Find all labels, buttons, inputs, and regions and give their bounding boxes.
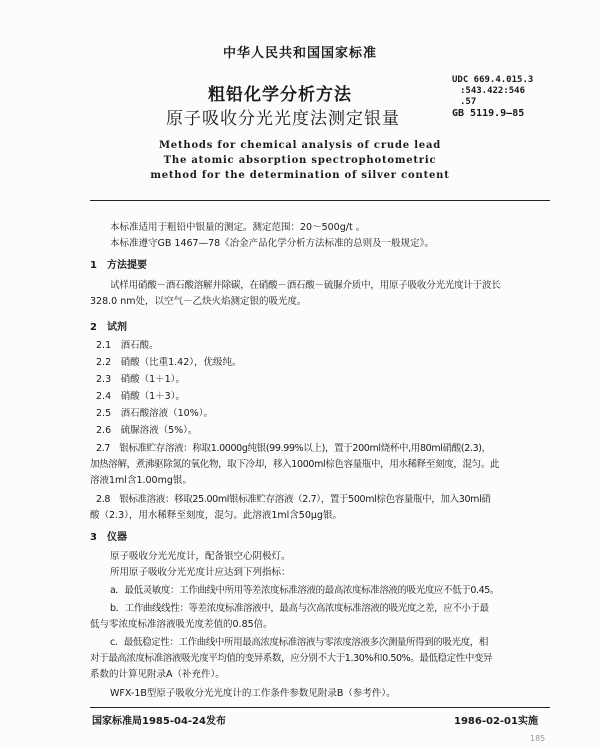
reagent-2-7-line-3: 溶液1ml含1.00mg银。 [90,475,192,486]
section-3-heading: 3 仪器 [90,532,127,543]
intro-scope: 本标准适用于粗铅中银量的测定。测定范围：20～500g/t 。 [110,222,366,233]
criterion-c-line-1: c．最低稳定性：工作曲线中所用最高浓度标准溶液与零浓度溶液多次测量所得到的吸光度，相 [110,637,488,648]
criterion-b-line-1: b．工作曲线线性：等差浓度标准溶液中，最高与次高浓度标准溶液的吸光度之差，应不小于最 [110,603,489,614]
section-1-text-line-1: 试样用硝酸－酒石酸溶解并除碳，在硝酸－酒石酸－硫脲介质中，用原子吸收分光光度计于波长 [110,280,501,291]
section-3-text-line-2: 所用原子吸收分光光度计应达到下列指标： [110,567,291,578]
reagent-2-5: 2.5 酒石酸溶液（10%）。 [96,408,213,419]
instrument-conditions-note: WFX-1B型原子吸收分光光度计的工作条件参数见附录B（参考件）。 [110,688,396,699]
reagent-2-7-line-1: 2.7 银标准贮存溶液：称取1.0000g纯银(99.99%以上)，置于200ml烧杯中,用80ml硝酸(2.3)， [96,443,491,454]
page-number: 185 [530,734,546,743]
reagent-2-8-line-1: 2.8 银标准溶液：移取25.00ml银标准贮存溶液（2.7），置于500ml棕色容量瓶中，加入30ml硝 [96,494,491,505]
section-2-heading: 2 试剂 [90,322,127,333]
reagent-2-4: 2.4 硝酸（1＋3）。 [96,391,185,402]
reagent-2-6: 2.6 硫脲溶液（5%）。 [96,425,198,436]
section-1-text-line-2: 328.0 nm处，以空气－乙炔火焰测定银的吸光度。 [90,296,307,307]
section-3-text-line-1: 原子吸收分光光度计，配备银空心阴极灯。 [110,551,291,562]
header-divider [90,200,550,201]
criterion-b-line-2: 低与零浓度标准溶液吸光度差值的0.85倍。 [90,619,273,630]
section-1-heading: 1 方法提要 [90,260,147,271]
criterion-c-line-3: 系数的计算见附录A（补充件）。 [90,669,225,680]
reagent-2-1: 2.1 酒石酸。 [96,340,159,351]
reagent-2-3: 2.3 硝酸（1＋1）。 [96,374,185,385]
udc-code-line-2: :543.422:546 [460,86,526,96]
english-title-line-3: method for the determination of silver content [150,170,450,181]
gb-code: GB 5119.9—85 [452,108,525,119]
udc-code-line-1: UDC 669.4.015.3 [452,75,534,85]
udc-code-line-3: .57 [460,97,477,107]
english-title-line-1: Methods for chemical analysis of crude lead [158,140,442,151]
criterion-c-line-2: 对于最高浓度标准溶液吸光度平均值的变异系数，应分别不大于1.30%和0.50%。最低稳定性中变异 [90,653,493,664]
document-title-line-1: 粗铅化学分析方法 [208,85,352,105]
reagent-2-7-line-2: 加热溶解，煮沸驱除氮的氧化物，取下冷却，移入1000ml棕色容量瓶中，用水稀释至刻度，混匀。此 [90,459,500,470]
issue-date: 国家标准局1985-04-24发布 [92,716,226,727]
document-title-line-2: 原子吸收分光光度法测定银量 [166,109,400,129]
reagent-2-8-line-2: 酸（2.3），用水稀释至刻度，混匀。此溶液1ml含50μg银。 [90,510,342,521]
footer-divider [90,707,550,708]
reagent-2-2: 2.2 硝酸（比重1.42），优级纯。 [96,357,242,368]
standard-header: 中华人民共和国国家标准 [222,46,377,61]
english-title-line-2: The atomic absorption spectrophotometric [163,155,437,166]
criterion-a: a．最低灵敏度：工作曲线中所用等差浓度标准溶液的最高浓度标准溶液的吸光度应不低于0.45。 [110,585,499,596]
effective-date: 1986-02-01实施 [454,716,538,727]
intro-compliance: 本标准遵守GB 1467—78《冶金产品化学分析方法标准的总则及一般规定》。 [110,238,434,249]
